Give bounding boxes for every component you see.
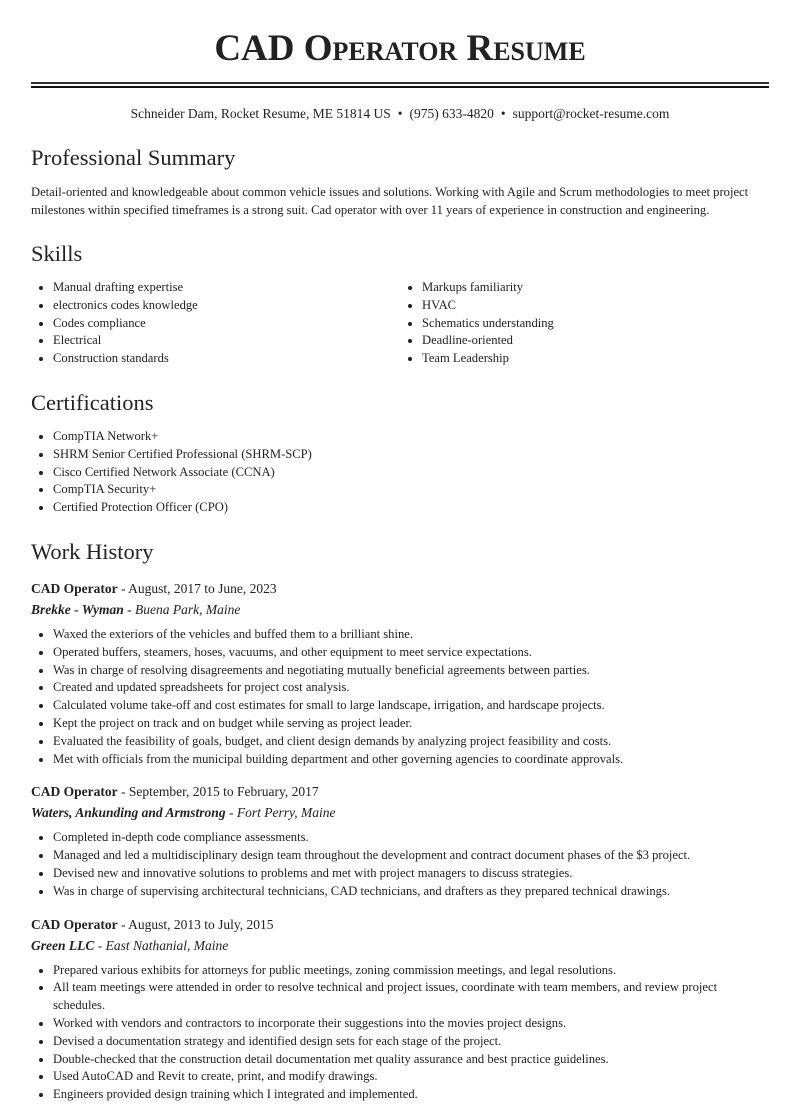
resume-title: CAD Operator Resume (214, 28, 586, 69)
list-item: • SHRM Senior Certified Professional (SHRM-SCP) (53, 446, 769, 464)
list-item: • Electrical (53, 332, 400, 350)
summary-text: Detail-oriented and knowledgeable about common vehicle issues and solutions. Working with Agile and Scrum methodologies to meet project milestones within specified timeframes is a strong suit. Cad operator with over 11 years of experience in construction and engineering. (31, 185, 749, 217)
list-item: • Completed in-depth code compliance assessments. (53, 829, 769, 847)
list-item: • Certified Protection Officer (CPO) (53, 499, 769, 517)
job-company: Brekke - Wyman (31, 601, 124, 617)
summary-heading: Professional Summary (31, 145, 236, 170)
list-item: • Worked with vendors and contractors to incorporate their suggestions into the movies project designs. (53, 1015, 769, 1033)
job-bullets (31, 626, 769, 768)
certifications-heading: Certifications (31, 389, 154, 415)
list-item: • Team Leadership (422, 350, 769, 368)
job-heading (31, 782, 769, 802)
job-title: CAD Operator (31, 916, 118, 932)
contact-email[interactable]: support@rocket-resume.com (512, 106, 670, 121)
work-history-heading: Work History (31, 538, 154, 564)
list-item: • Devised new and innovative solutions to problems and met with project managers to discuss strategies. (53, 865, 769, 883)
list-item: • CompTIA Security+ (53, 481, 769, 499)
list-item: • Calculated volume take-off and cost estimates for small to large landscape, irrigation, and hardscape projects. (53, 697, 769, 715)
list-item: • Met with officials from the municipal building department and other governing agencies to coordinate approvals. (53, 751, 769, 769)
job-dates: - August, 2017 to June, 2023 (117, 580, 277, 596)
list-item: • Engineers provided design training which I integrated and implemented. (53, 1086, 769, 1104)
job-company: Green LLC (31, 937, 95, 953)
job-company: Waters, Ankunding and Armstrong (31, 805, 226, 821)
list-item: • HVAC (422, 297, 769, 315)
list-item: • Created and updated spreadsheets for project cost analysis. (53, 679, 769, 697)
job-title: CAD Operator (31, 580, 118, 596)
list-item: • Evaluated the feasibility of goals, budget, and client design demands by analyzing project feasibility and costs. (53, 733, 769, 751)
job-dates: - September, 2015 to February, 2017 (117, 784, 319, 800)
skills-list (31, 279, 769, 368)
list-item: • Double-checked that the construction detail documentation met quality assurance and best practice guidelines. (53, 1051, 769, 1069)
list-item: • All team meetings were attended in order to resolve technical and project issues, coordinate with team members, and review project schedules. (53, 979, 769, 1015)
list-item: • electronics codes knowledge (53, 297, 400, 315)
separator: • (500, 106, 506, 121)
list-item: • Managed and led a multidisciplinary design team throughout the development and contract document phases of the $3 project. (53, 847, 769, 865)
list-item: • Deadline-oriented (422, 332, 769, 350)
list-item: • Operated buffers, steamers, hoses, vacuums, and other equipment to meet service expectations. (53, 644, 769, 662)
job-company-line (31, 599, 769, 621)
job-heading (31, 579, 769, 599)
contact-line (31, 105, 769, 123)
list-item: • Kept the project on track and on budget while serving as project leader. (53, 715, 769, 733)
skills-left-column (31, 279, 400, 368)
job-bullets (31, 962, 769, 1104)
list-item: • Cisco Certified Network Associate (CCNA) (53, 464, 769, 482)
job-entry (31, 782, 769, 900)
skills-right-column (400, 279, 769, 368)
job-dates: - August, 2013 to July, 2015 (117, 916, 274, 932)
job-company-line (31, 935, 769, 957)
list-item: • Was in charge of supervising architectural technicians, CAD technicians, and drafters as they prepared technical drawings. (53, 883, 769, 901)
contact-phone: (975) 633-4820 (409, 106, 494, 121)
list-item: • Used AutoCAD and Revit to create, print, and modify drawings. (53, 1068, 769, 1086)
skills-heading: Skills (31, 241, 83, 266)
job-company-line (31, 802, 769, 824)
job-bullets (31, 829, 769, 900)
job-entry (31, 915, 769, 1104)
certifications-list (31, 428, 769, 517)
job-location: - Buena Park, Maine (123, 601, 241, 617)
job-entry (31, 579, 769, 768)
work-history (31, 579, 769, 1104)
job-heading (31, 915, 769, 935)
list-item: • Was in charge of resolving disagreements and negotiating mutually beneficial agreements between parties. (53, 662, 769, 680)
list-item: • Schematics understanding (422, 315, 769, 333)
list-item: • Waxed the exteriors of the vehicles and buffed them to a brilliant shine. (53, 626, 769, 644)
separator: • (397, 106, 403, 121)
list-item: • Prepared various exhibits for attorneys for public meetings, zoning commission meetings, and legal resolutions. (53, 962, 769, 980)
list-item: • Codes compliance (53, 315, 400, 333)
header-rule (31, 86, 769, 88)
header-rule (31, 82, 769, 84)
job-location: - East Nathanial, Maine (94, 937, 229, 953)
list-item: • CompTIA Network+ (53, 428, 769, 446)
list-item: • Devised a documentation strategy and identified design sets for each stage of the project. (53, 1033, 769, 1051)
list-item: • Manual drafting expertise (53, 279, 400, 297)
contact-address: Schneider Dam, Rocket Resume, ME 51814 US (130, 106, 391, 121)
list-item: • Markups familiarity (422, 279, 769, 297)
job-title: CAD Operator (31, 784, 118, 800)
job-location: - Fort Perry, Maine (225, 805, 336, 821)
list-item: • Construction standards (53, 350, 400, 368)
